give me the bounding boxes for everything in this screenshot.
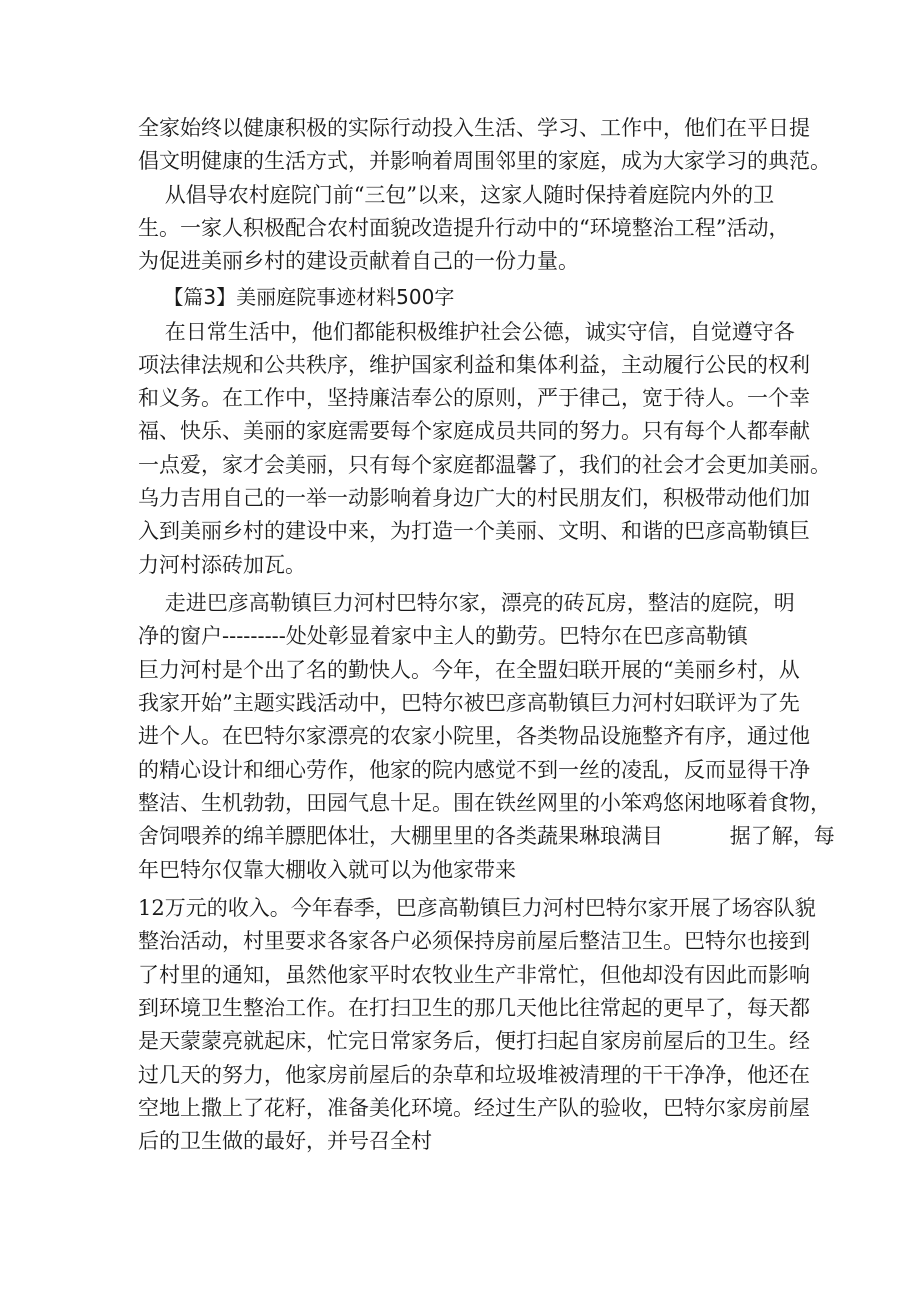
text-line: 空地上撒上了花籽，准备美化环境。经过生产队的验收，巴特尔家房前屋 [138, 1096, 810, 1120]
text-line: 和义务。在工作中，坚持廉洁奉公的原则，严于律己，宽于待人。一个幸 [138, 386, 810, 410]
text-line: 是天蒙蒙亮就起床，忙完日常家务后，便打扫起自家房前屋后的卫生。经 [138, 1029, 810, 1053]
text-line: 的精心设计和细心劳作，他家的院内感觉不到一丝的凌乱，反而显得干净 [138, 758, 810, 782]
text-line: 在日常生活中，他们都能积极维护社会公德，诚实守信，自觉遵守各 [138, 320, 795, 344]
text-line: 为促进美丽乡村的建设贡献着自己的一份力量。 [138, 249, 579, 273]
text-line: 生。一家人积极配合农村面貌改造提升行动中的“环境整治工程”活动， [138, 216, 790, 240]
text-line: 力河村添砖加瓦。 [138, 553, 306, 577]
text-line: 倡文明健康的生活方式，并影响着周围邻里的家庭，成为大家学习的典范。 [138, 149, 831, 173]
text-line: 12万元的收入。今年春季，巴彦高勒镇巨力河村巴特尔家开展了场容队貌 [138, 896, 816, 920]
text-line: 从倡导农村庭院门前“三包”以来，这家人随时保持着庭院内外的卫 [138, 183, 775, 207]
section-heading: 【篇3】美丽庭院事迹材料500字 [138, 285, 455, 309]
text-line: 福、快乐、美丽的家庭需要每个家庭成员共同的努力。只有每个人都奉献 [138, 419, 810, 443]
text-line: 全家始终以健康积极的实际行动投入生活、学习、工作中，他们在平日提 [138, 116, 810, 140]
text-line: 入到美丽乡村的建设中来，为打造一个美丽、文明、和谐的巴彦高勒镇巨 [138, 519, 810, 543]
text-line: 年巴特尔仅靠大棚收入就可以为他家带来 [138, 858, 516, 882]
text-line: 进个人。在巴特尔家漂亮的农家小院里，各类物品设施整齐有序，通过他 [138, 724, 810, 748]
text-line: 净的窗户---------处处彰显着家中主人的勤劳。巴特尔在巴彦高勒镇 [138, 624, 748, 648]
text-line: 整洁、生机勃勃，田园气息十足。围在铁丝网里的小笨鸡悠闲地啄着食物， [138, 791, 831, 815]
text-line: 巨力河村是个出了名的勤快人。今年，在全盟妇联开展的“美丽乡村，从 [138, 658, 800, 682]
text-line: 舍饲喂养的绵羊膘肥体壮，大棚里里的各类蔬果琳琅满目 据了解，每 [138, 824, 835, 848]
text-line: 后的卫生做的最好，并号召全村 [138, 1129, 432, 1153]
text-line: 过几天的努力，他家房前屋后的杂草和垃圾堆被清理的干干净净，他还在 [138, 1063, 810, 1087]
text-line: 乌力吉用自己的一举一动影响着身边广大的村民朋友们，积极带动他们加 [138, 486, 810, 510]
text-line: 我家开始”主题实践活动中，巴特尔被巴彦高勒镇巨力河村妇联评为了先 [138, 691, 800, 715]
text-line: 整治活动，村里要求各家各户必须保持房前屋后整洁卫生。巴特尔也接到 [138, 929, 810, 953]
text-line: 了村里的通知，虽然他家平时农牧业生产非常忙，但他却没有因此而影响 [138, 963, 810, 987]
text-line: 走进巴彦高勒镇巨力河村巴特尔家，漂亮的砖瓦房，整洁的庭院，明 [138, 591, 795, 615]
text-line: 到环境卫生整治工作。在打扫卫生的那几天他比往常起的更早了，每天都 [138, 996, 810, 1020]
text-line: 项法律法规和公共秩序，维护国家利益和集体利益，主动履行公民的权利 [138, 353, 810, 377]
text-line: 一点爱，家才会美丽，只有每个家庭都温馨了，我们的社会才会更加美丽。 [138, 453, 831, 477]
